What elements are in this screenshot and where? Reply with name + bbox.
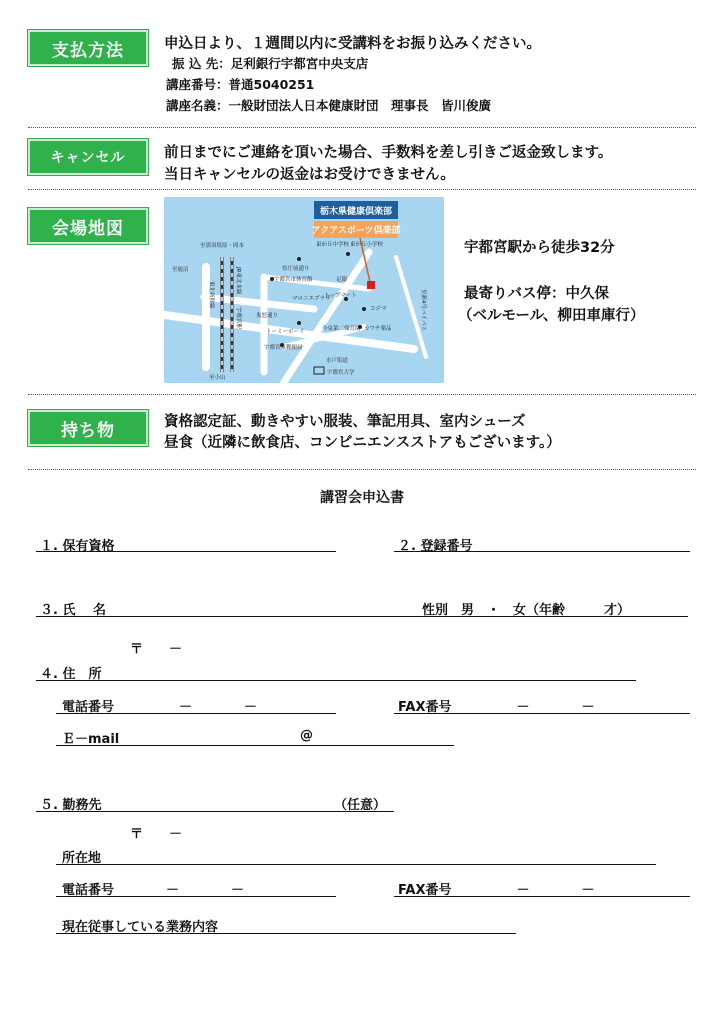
cancel-label: キャンセル [28, 139, 148, 175]
divider [28, 469, 696, 470]
email-field[interactable] [56, 745, 454, 746]
bus-line: （ベルモール、柳田車庫行） [458, 308, 645, 324]
map-label: マロニエプラザ [292, 296, 331, 302]
workplace-optional: （任意） [334, 798, 387, 813]
cancel-line1: 前日までにご連絡を頂いた場合、手数料を差し引きご返金致します。 [164, 145, 613, 161]
map-label: 足銀 [336, 277, 348, 283]
email-at: @ [300, 728, 313, 743]
map-label: 今泉第二保育園 [322, 326, 361, 332]
workplace-postal[interactable]: 〒 － [130, 827, 183, 842]
account-holder: 講座名義：一般財団法人日本健康財団 理事長 皆川俊廣 [166, 98, 492, 113]
map-label: カワチ薬品 [364, 326, 392, 332]
map-label: 至鹿沼 [172, 267, 189, 273]
address-field[interactable] [36, 680, 636, 681]
divider [28, 394, 696, 395]
map-label: 水戸街道 [326, 358, 349, 364]
fax-label: FAX番号 － － [398, 700, 595, 715]
map-label: トップマート [324, 293, 357, 299]
workplace-fax-field[interactable] [394, 896, 690, 897]
workplace-fax-label: FAX番号 － － [398, 883, 595, 898]
name-field[interactable] [36, 616, 392, 617]
form-title: 講習会申込書 [320, 490, 404, 506]
items-line1: 資格認定証、動きやすい服装、筆記用具、室内シューズ [164, 414, 526, 430]
map-label: コジマ [370, 306, 387, 312]
map-label: 至那須塩原・岡本 [200, 243, 245, 249]
workplace-label: ５. 勤務先 [40, 798, 102, 813]
postal-code[interactable]: 〒 － [130, 642, 183, 657]
phone-field[interactable] [56, 713, 336, 714]
name-label: ３. 氏 名 [40, 603, 106, 618]
map-label: 宇都宮駅 [235, 307, 241, 330]
map-label: 宇都宮東郵便局 [264, 345, 303, 351]
workplace-phone-field[interactable] [56, 896, 336, 897]
registration-label: ２. 登録番号 [398, 539, 473, 554]
map-label: 東が丘中学校 [316, 242, 350, 248]
venue-label: 会場地図 [28, 208, 148, 244]
duties-label: 現在従事している業務内容 [62, 920, 219, 935]
duties-field[interactable] [56, 933, 516, 934]
walk-time: 宇都宮駅から徒歩32分 [464, 240, 615, 256]
map-label: 東が丘小学校 [350, 242, 384, 248]
account-number: 講座番号：普通5040251 [166, 77, 315, 92]
items-line2: 昼食（近隣に飲食店、コンビニエンスストアもございます。） [164, 435, 561, 451]
map-banner-aqua: アクアスポーツ倶楽部 [311, 226, 401, 236]
venue-marker-icon [367, 281, 375, 289]
divider [28, 127, 696, 128]
registration-field[interactable] [394, 551, 690, 552]
map-label: 至小山 [209, 375, 226, 381]
map-label: トーミーボーイ [266, 329, 305, 335]
payment-main: 申込日より、１週間以内に受講料をお振り込みください。 [164, 36, 541, 52]
address-label: ４. 住 所 [40, 667, 102, 682]
cancel-line2: 当日キャンセルの返金はお受けできません。 [164, 167, 455, 183]
gender-age[interactable]: 性別 男 ・ 女（年齢 才） [422, 603, 631, 618]
workplace-address-label: 所在地 [62, 851, 102, 866]
bank-info: 振 込 先：足利銀行宇都宮中央支店 [172, 56, 369, 71]
map-label: 宇都宮大学 [327, 370, 355, 376]
divider [28, 189, 696, 190]
qualification-field[interactable] [36, 551, 336, 552]
gender-age-field[interactable] [392, 616, 688, 617]
workplace-field[interactable] [36, 811, 394, 812]
map-label: 東北新幹線 [208, 281, 214, 309]
phone-label: 電話番号 － － [62, 700, 258, 715]
map-label: JR東北本線 [235, 267, 241, 295]
map-label: 県庁前通り [282, 266, 310, 272]
qualification-label: １. 保有資格 [40, 539, 115, 554]
email-label: Ｅ－mail [62, 732, 120, 747]
payment-label: 支払方法 [28, 30, 148, 66]
items-label: 持ち物 [28, 410, 148, 446]
workplace-address-field[interactable] [56, 864, 656, 865]
map-label: 鬼怒通り [256, 313, 279, 319]
map-label: 至新4号バイパス [420, 289, 426, 331]
map-label: 宇都宮市体育館 [274, 277, 313, 283]
workplace-phone-label: 電話番号 － － [62, 883, 245, 898]
fax-field[interactable] [394, 713, 690, 714]
map-banner-kenko: 栃木県健康倶楽部 [319, 207, 393, 217]
venue-map [164, 197, 444, 383]
bus-stop: 最寄りバス停：中久保 [464, 286, 609, 302]
